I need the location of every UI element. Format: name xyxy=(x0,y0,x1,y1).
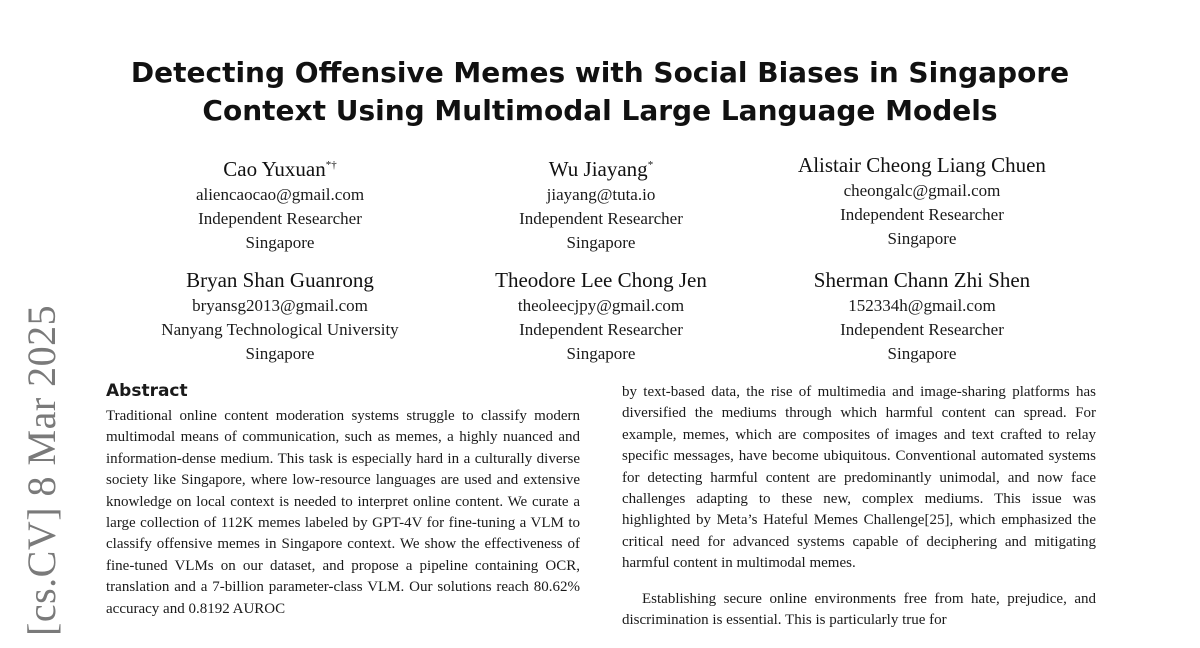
author-location: Singapore xyxy=(245,344,315,363)
author-block xyxy=(421,267,781,366)
paper-title xyxy=(100,54,1100,130)
author-block xyxy=(100,267,460,366)
author-block xyxy=(421,152,781,255)
abstract-text: Traditional online content moderation systems struggle to classify modern multimodal means of communication, such as memes, a highly nuanced and information-dense medium. This task is especially hard in a culturally diverse society like Singapore, where low-resource languages are used and extensive knowledge on local context is needed to interpret online content. We curate a large collection of 112K memes labeled by GPT-4V for fine-tuning a VLM to classify offensive memes in Singapore context. We show the effectiveness of fine-tuned VLMs on our dataset, and propose a pipeline containing OCR, translation and a 7-billion parameter-class VLM. Our solutions reach 80.62% accuracy and 0.8192 AUROC xyxy=(106,408,580,617)
author-email: 152334h@gmail.com xyxy=(848,296,996,315)
abstract-body xyxy=(106,406,580,620)
author-name: Bryan Shan Guanrong xyxy=(186,268,374,292)
author-name: Alistair Cheong Liang Chuen xyxy=(798,153,1046,177)
author-affiliation: Independent Researcher xyxy=(840,320,1004,339)
author-location: Singapore xyxy=(245,233,315,252)
author-affiliation: Nanyang Technological University xyxy=(161,320,399,339)
title-line-2: Context Using Multimodal Large Language Models xyxy=(202,94,998,127)
author-name: Sherman Chann Zhi Shen xyxy=(813,268,1031,292)
body-paragraph: Establishing secure online environments free from hate, prejudice, and discrimination is essential. This is particularly true for xyxy=(622,590,1096,629)
author-location: Singapore xyxy=(887,229,957,248)
author-email: cheongalc@gmail.com xyxy=(843,181,1001,200)
author-name: Wu Jiayang* xyxy=(548,157,654,181)
author-location: Singapore xyxy=(566,344,636,363)
author-name: Theodore Lee Chong Jen xyxy=(495,268,707,292)
author-email: bryansg2013@gmail.com xyxy=(192,296,368,315)
author-affiliation: Independent Researcher xyxy=(519,209,683,228)
author-affiliation: Independent Researcher xyxy=(519,320,683,339)
author-affiliation: Independent Researcher xyxy=(840,205,1004,224)
author-location: Singapore xyxy=(566,233,636,252)
author-block xyxy=(742,267,1102,366)
author-email: theoleecjpy@gmail.com xyxy=(517,296,685,315)
author-marks: * xyxy=(647,159,654,171)
introduction-column xyxy=(622,382,1096,631)
author-marks: *† xyxy=(325,159,337,171)
body-paragraph: by text-based data, the rise of multimedia and image-sharing platforms has diversified the mediums through which harmful content can spread. For example, memes, which are composites of images and text crafted to relay specific messages, have become ubiquitous. Conventional automated systems for detecting harmful content are predominantly unimodal, and now face challenges adapting to these new, complex mediums. This issue was highlighted by Meta’s Hateful Memes Challenge[25], which emphasized the critical need for advanced systems capable of deciphering and mitigating harmful content in multimodal memes. xyxy=(622,384,1096,572)
author-location: Singapore xyxy=(887,344,957,363)
author-email: jiayang@tuta.io xyxy=(546,185,656,204)
author-block xyxy=(100,152,460,255)
author-email: aliencaocao@gmail.com xyxy=(195,185,365,204)
arxiv-identifier: [cs.CV] 8 Mar 2025 xyxy=(19,304,64,636)
author-name: Cao Yuxuan*† xyxy=(223,157,337,181)
author-affiliation: Independent Researcher xyxy=(198,209,362,228)
author-block xyxy=(742,152,1102,251)
abstract-heading: Abstract xyxy=(106,381,188,401)
title-line-1: Detecting Offensive Memes with Social Biases in Singapore xyxy=(130,56,1070,89)
